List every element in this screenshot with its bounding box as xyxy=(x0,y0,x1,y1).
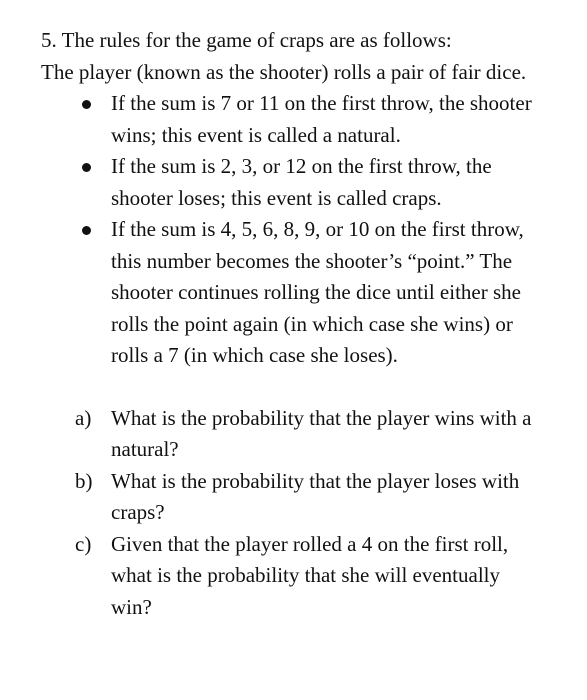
question-text: What is the probability that the player wins with a natural? xyxy=(111,405,532,461)
question-item xyxy=(41,466,541,529)
bullet-icon xyxy=(82,226,91,235)
question-label: c) xyxy=(75,531,92,556)
bullet-icon xyxy=(82,163,91,172)
rule-text: If the sum is 4, 5, 6, 8, 9, or 10 on the first throw, this number becomes the shooter’s “point.” The shooter continues rolling the dice until either she rolls the point again (in which case she wins) or rolls a 7 (in which case she loses). xyxy=(111,217,524,367)
problem-heading-line xyxy=(41,25,561,57)
problem-heading: The rules for the game of craps are as follows: xyxy=(61,28,452,52)
question-label: a) xyxy=(75,405,92,430)
rule-item xyxy=(41,88,551,151)
bullet-icon xyxy=(82,100,91,109)
question-label: b) xyxy=(75,468,93,493)
rule-text: If the sum is 7 or 11 on the first throw, the shooter wins; this event is called a natural. xyxy=(111,91,532,147)
rule-text: If the sum is 2, 3, or 12 on the first throw, the shooter loses; this event is called craps. xyxy=(111,154,492,210)
question-text: What is the probability that the player loses with craps? xyxy=(111,468,520,524)
question-text: Given that the player rolled a 4 on the first roll, what is the probability that she will eventually win? xyxy=(111,531,509,619)
problem-intro xyxy=(41,25,561,88)
problem-intro-text: The player (known as the shooter) rolls a pair of fair dice. xyxy=(41,59,527,84)
rules-list xyxy=(41,88,561,372)
rule-item xyxy=(41,214,551,372)
question-item xyxy=(41,403,541,466)
question-item xyxy=(41,529,541,624)
questions-list xyxy=(41,403,561,624)
problem-number: 5. xyxy=(41,28,57,52)
document xyxy=(41,25,561,623)
rule-item xyxy=(41,151,551,214)
